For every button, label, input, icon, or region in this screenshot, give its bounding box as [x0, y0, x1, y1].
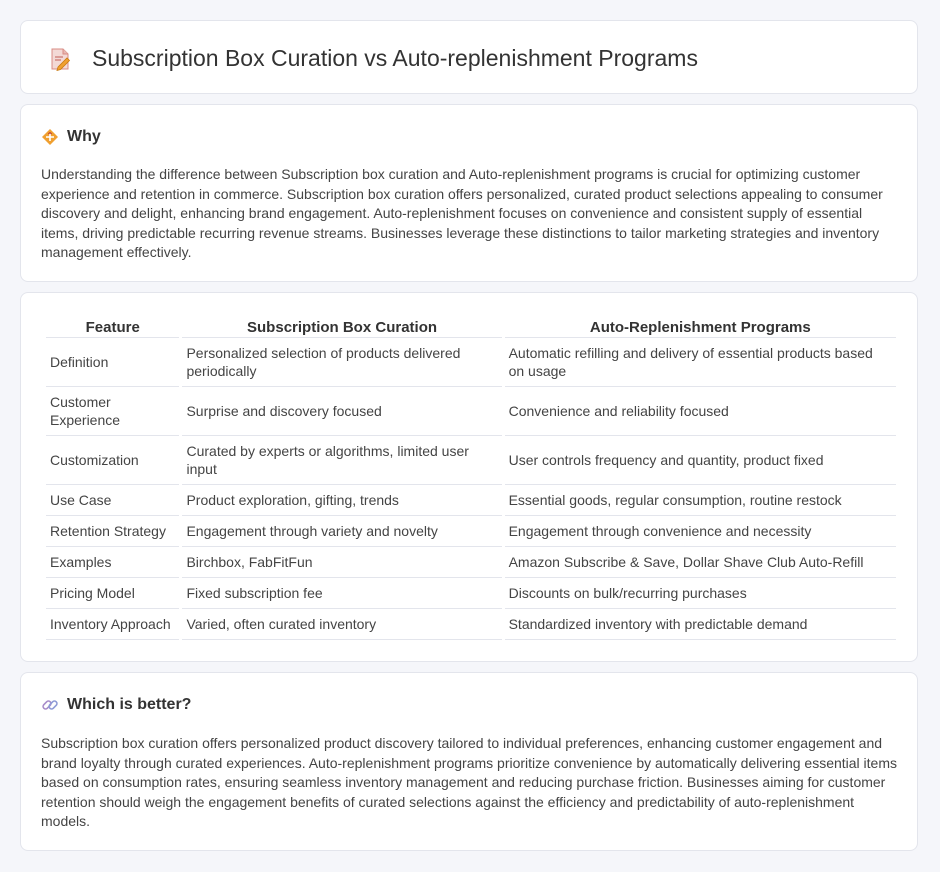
table-cell: Curated by experts or algorithms, limited user input — [182, 436, 501, 485]
table-cell: Customer Experience — [46, 387, 179, 436]
link-icon — [41, 696, 59, 714]
table-cell: Engagement through variety and novelty — [182, 516, 501, 547]
table-row — [46, 516, 896, 547]
table-row — [46, 436, 896, 485]
table-cell: Fixed subscription fee — [182, 578, 501, 609]
table-cell: Definition — [46, 338, 179, 387]
table-cell: Product exploration, gifting, trends — [182, 485, 501, 516]
column-header: Feature — [46, 317, 179, 338]
why-text: Understanding the difference between Subscription box curation and Auto-replenishment programs is crucial for optimizing customer experience and retention in commerce. Subscription box curation offers personalized, curated product selections appealing to consumer discovery and delight, enhancing brand engagement. Auto-replenishment focuses on convenience and consistent supply of essential items, driving predictable recurring revenue streams. Businesses leverage these distinctions to tailor marketing strategies and inventory management effectively. — [41, 166, 883, 260]
table-cell: Pricing Model — [46, 578, 179, 609]
table-cell: Varied, often curated inventory — [182, 609, 501, 640]
better-text: Subscription box curation offers personalized product discovery tailored to individual preferences, enhancing customer engagement and brand loyalty through curated experiences. Auto-replenishment programs prioritize convenience by automatically delivering essential items based on consumption rates, ensuring seamless inventory management and reducing purchase friction. Businesses aiming for customer retention should weigh the engagement benefits of curated selections against the efficiency and predictability of auto-replenishment models. — [41, 735, 898, 829]
table-cell: Birchbox, FabFitFun — [182, 547, 501, 578]
better-heading: Which is better? — [67, 696, 192, 713]
table-row — [46, 387, 896, 436]
table-cell: Standardized inventory with predictable demand — [505, 609, 896, 640]
table-row — [46, 578, 896, 609]
column-header: Auto-Replenishment Programs — [505, 317, 896, 338]
table-cell: Automatic refilling and delivery of essential products based on usage — [505, 338, 896, 387]
why-section — [20, 104, 918, 282]
header-card — [20, 20, 918, 94]
table-cell: Amazon Subscribe & Save, Dollar Shave Club Auto-Refill — [505, 547, 896, 578]
comparison-table — [43, 317, 899, 640]
table-cell: User controls frequency and quantity, product fixed — [505, 436, 896, 485]
table-cell: Personalized selection of products delivered periodically — [182, 338, 501, 387]
table-cell: Engagement through convenience and necessity — [505, 516, 896, 547]
which-is-better-section — [20, 672, 918, 851]
table-cell: Use Case — [46, 485, 179, 516]
table-cell: Inventory Approach — [46, 609, 179, 640]
table-cell: Convenience and reliability focused — [505, 387, 896, 436]
page-title: Subscription Box Curation vs Auto-replenishment Programs — [92, 45, 698, 71]
table-row — [46, 609, 896, 640]
column-header: Subscription Box Curation — [182, 317, 501, 338]
table-cell: Surprise and discovery focused — [182, 387, 501, 436]
better-heading-row — [41, 695, 191, 715]
table-cell: Essential goods, regular consumption, routine restock — [505, 485, 896, 516]
table-cell: Retention Strategy — [46, 516, 179, 547]
table-cell: Discounts on bulk/recurring purchases — [505, 578, 896, 609]
table-row — [46, 338, 896, 387]
table-cell: Customization — [46, 436, 179, 485]
diamond-arrows-icon — [41, 128, 59, 146]
table-row — [46, 547, 896, 578]
comparison-section — [20, 292, 918, 662]
table-header-row — [46, 317, 896, 338]
document-pencil-icon — [49, 47, 71, 71]
why-heading-row — [41, 127, 101, 147]
table-row — [46, 485, 896, 516]
why-heading: Why — [67, 128, 101, 145]
table-cell: Examples — [46, 547, 179, 578]
